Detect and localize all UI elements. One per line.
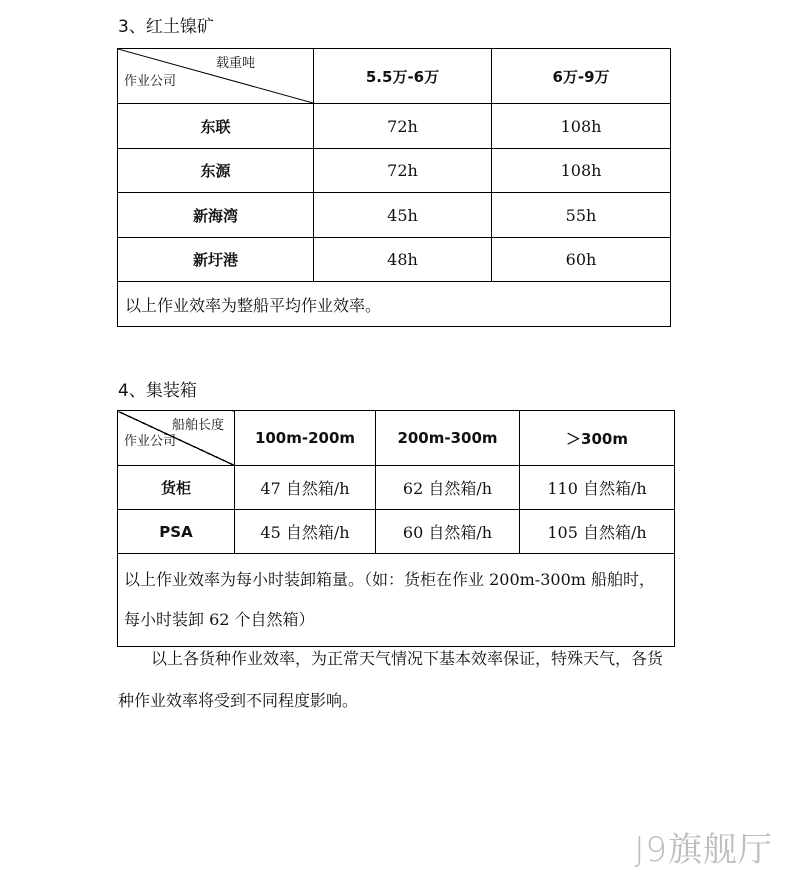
- column-header: ＞300m: [520, 411, 675, 466]
- table-header-row: [118, 411, 675, 466]
- value-cell: 45h: [314, 193, 492, 238]
- company-cell: 东源: [118, 149, 314, 193]
- column-header: 100m-200m: [235, 411, 376, 466]
- header-ship-length-label: 船舶长度: [171, 418, 224, 433]
- column-header: 200m-300m: [376, 411, 520, 466]
- table-row: [118, 149, 671, 193]
- value-cell: 108h: [492, 104, 671, 149]
- diagonal-header-cell: [118, 411, 235, 466]
- table-row: [118, 510, 675, 554]
- header-company-label: 作业公司: [124, 74, 177, 89]
- header-company-label: 作业公司: [124, 434, 177, 449]
- container-table: [117, 410, 675, 647]
- value-cell: 47 自然箱/h: [235, 466, 376, 510]
- value-cell: 110 自然箱/h: [520, 466, 675, 510]
- company-cell: 新圩港: [118, 238, 314, 282]
- value-cell: 72h: [314, 104, 492, 149]
- company-cell: 新海湾: [118, 193, 314, 238]
- watermark: J9旗舰厅: [634, 830, 773, 870]
- table-note: 以上作业效率为整船平均作业效率。: [118, 282, 671, 327]
- value-cell: 45 自然箱/h: [235, 510, 376, 554]
- value-cell: 55h: [492, 193, 671, 238]
- table-row: [118, 466, 675, 510]
- laterite-nickel-table: [117, 48, 671, 327]
- section-4-heading: 4、集装箱: [118, 381, 197, 401]
- value-cell: 48h: [314, 238, 492, 282]
- header-tonnage-label: 载重吨: [215, 56, 255, 71]
- table-note: 以上作业效率为每小时装卸箱量。（如：货柜在作业 200m-300m 船舶时，每小时装卸 62 个自然箱）: [118, 554, 675, 647]
- company-cell: PSA: [118, 510, 235, 554]
- column-header: 6万-9万: [492, 49, 671, 104]
- table-header-row: [118, 49, 671, 104]
- value-cell: 108h: [492, 149, 671, 193]
- table-row: [118, 238, 671, 282]
- table-note-row: [118, 282, 671, 327]
- table-row: [118, 193, 671, 238]
- value-cell: 62 自然箱/h: [376, 466, 520, 510]
- diagonal-header-cell: [118, 49, 314, 104]
- value-cell: 60h: [492, 238, 671, 282]
- table-note-row: [118, 554, 675, 647]
- company-cell: 东联: [118, 104, 314, 149]
- column-header: 5.5万-6万: [314, 49, 492, 104]
- value-cell: 60 自然箱/h: [376, 510, 520, 554]
- section-3-heading: 3、红土镍矿: [118, 17, 214, 37]
- table-row: [118, 104, 671, 149]
- company-cell: 货柜: [118, 466, 235, 510]
- value-cell: 105 自然箱/h: [520, 510, 675, 554]
- value-cell: 72h: [314, 149, 492, 193]
- summary-paragraph: 以上各货种作业效率，为正常天气情况下基本效率保证，特殊天气，各货种作业效率将受到不同程度影响。: [118, 649, 664, 710]
